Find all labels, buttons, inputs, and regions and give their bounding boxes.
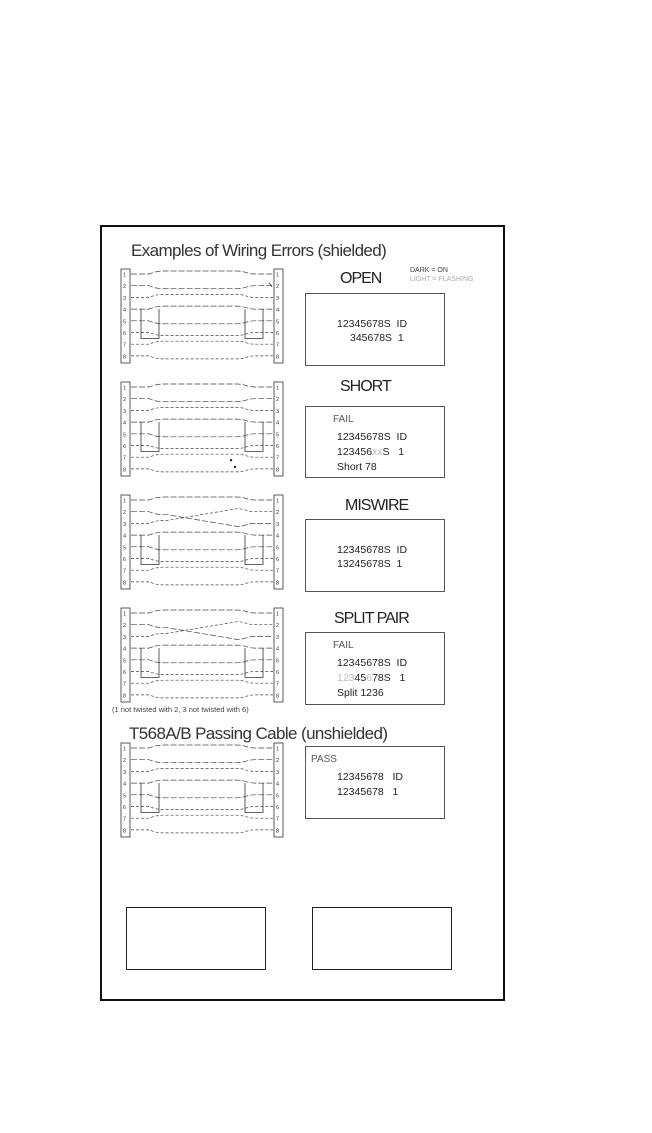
passing-tester-display	[305, 746, 445, 819]
open-remote-text: 345678S 1	[350, 332, 404, 344]
short-label: SHORT	[340, 378, 391, 395]
short-point	[230, 459, 232, 461]
pin-number: 6	[276, 331, 280, 337]
miswire-remote-text: 13245678S 1	[337, 558, 403, 570]
pin-number: 6	[123, 805, 127, 811]
wire	[131, 582, 273, 585]
short-remote-line	[337, 446, 404, 458]
pin-number: 3	[276, 521, 280, 528]
pin-number: 2	[123, 623, 127, 630]
pin-number: 7	[276, 681, 280, 688]
miswire-tester-display	[305, 519, 445, 592]
pin-number: 7	[123, 455, 127, 462]
wire	[131, 356, 273, 359]
pin-number: 8	[276, 580, 280, 587]
short-point	[234, 466, 236, 468]
pin-number: 4	[276, 781, 280, 788]
wire	[131, 509, 273, 524]
connector-left	[121, 743, 130, 837]
connector-left	[121, 608, 130, 702]
pin-number: 1	[276, 611, 280, 618]
wire	[131, 815, 273, 818]
wire	[131, 760, 273, 763]
split-pair-extra: Split 1236	[337, 687, 384, 699]
open-remote-line	[350, 332, 404, 344]
pin-number: 2	[276, 623, 280, 630]
short-remote-b: S 1	[382, 446, 405, 458]
wire	[131, 830, 273, 833]
legend	[410, 266, 473, 284]
pin-number: 7	[123, 568, 127, 575]
pin-number: 5	[123, 545, 127, 552]
pin-number: 6	[123, 331, 127, 337]
pin-number: 8	[123, 693, 127, 700]
shielded-title: Examples of Wiring Errors (shielded)	[131, 241, 387, 260]
connector-left	[121, 495, 130, 589]
wiring-diagram-split-pair	[119, 607, 285, 703]
short-remote-a: 123456	[337, 446, 373, 458]
pin-number: 8	[276, 828, 280, 835]
pin-number: 6	[123, 557, 127, 563]
pin-number: 7	[276, 342, 280, 349]
wire	[131, 780, 273, 783]
pin-number: 2	[123, 397, 127, 404]
unshielded-title: T568A/B Passing Cable (unshielded)	[129, 724, 388, 743]
wire	[131, 532, 273, 535]
pin-number: 1	[123, 611, 127, 618]
wire	[131, 294, 273, 297]
pin-number: 5	[123, 658, 127, 665]
pin-number: 7	[123, 816, 127, 823]
split-pair-tester-display	[305, 632, 445, 705]
shield-loop	[141, 535, 263, 564]
pin-number: 3	[276, 769, 280, 776]
pin-number: 1	[276, 272, 280, 279]
pin-number: 1	[123, 746, 127, 753]
pin-number: 8	[123, 580, 127, 587]
pin-number: 7	[123, 681, 127, 688]
connector-left	[121, 269, 130, 363]
open-break	[269, 283, 272, 287]
pin-number: 7	[276, 455, 280, 462]
shield-loop	[141, 648, 263, 677]
pin-number: 1	[123, 272, 127, 279]
pin-number: 4	[123, 533, 127, 540]
pin-number: 3	[123, 295, 127, 302]
wire	[131, 407, 273, 410]
pin-number: 2	[276, 397, 280, 404]
wire	[131, 795, 273, 798]
pin-number: 3	[123, 634, 127, 641]
pin-number: 6	[276, 557, 280, 563]
pin-number: 2	[123, 510, 127, 517]
wire	[131, 286, 273, 289]
wiring-diagram-open	[119, 268, 285, 364]
pin-number: 3	[276, 295, 280, 302]
pin-number: 8	[123, 828, 127, 835]
pin-number: 8	[276, 467, 280, 474]
short-extra: Short 78	[337, 461, 377, 473]
wire	[131, 434, 273, 437]
wire	[131, 512, 273, 527]
pin-number: 5	[123, 432, 127, 439]
connector-left	[121, 382, 130, 476]
wire	[131, 454, 273, 457]
pin-number: 3	[123, 521, 127, 528]
wire	[131, 645, 273, 648]
pin-number: 8	[276, 354, 280, 361]
pin-number: 2	[123, 284, 127, 291]
wire	[131, 660, 273, 663]
pin-number: 5	[276, 432, 280, 439]
short-id-line: 12345678S ID	[337, 431, 408, 443]
pin-number: 2	[276, 510, 280, 517]
wire	[131, 610, 273, 613]
wiring-diagram-miswire	[119, 494, 285, 590]
pin-number: 6	[276, 444, 280, 450]
passing-status: PASS	[311, 754, 337, 765]
pin-number: 7	[123, 342, 127, 349]
pin-number: 4	[123, 646, 127, 653]
miswire-remote-line	[337, 558, 402, 570]
miswire-id-line: 12345678S ID	[337, 544, 408, 556]
wire	[131, 559, 273, 562]
miswire-label: MISWIRE	[345, 497, 409, 514]
connector-right	[274, 743, 283, 837]
wire	[131, 321, 273, 324]
pin-number: 4	[276, 420, 280, 427]
wire	[131, 672, 273, 675]
wiring-diagram-passing	[119, 742, 285, 838]
pin-number: 4	[123, 307, 127, 314]
wire	[131, 625, 273, 640]
pin-number: 6	[123, 670, 127, 676]
pin-number: 1	[276, 385, 280, 392]
short-remote-flash: xx	[372, 446, 383, 458]
split-pair-id-line: 12345678S ID	[337, 657, 408, 669]
connector-right	[274, 495, 283, 589]
connector-right	[274, 608, 283, 702]
wire	[131, 567, 273, 570]
pin-number: 6	[276, 670, 280, 676]
blank-box-right	[312, 907, 452, 970]
connector-right	[274, 269, 283, 363]
pin-number: 2	[123, 758, 127, 765]
pin-number: 1	[276, 746, 280, 753]
connector-right	[274, 382, 283, 476]
split-pair-label: SPLIT PAIR	[334, 610, 409, 627]
shield-loop	[141, 422, 263, 451]
split-remote-a: 45	[354, 672, 367, 684]
pin-number: 2	[276, 758, 280, 765]
wire	[131, 384, 273, 387]
wire	[131, 745, 273, 748]
pin-number: 1	[276, 498, 280, 505]
wire	[131, 680, 273, 683]
pin-number: 5	[276, 793, 280, 800]
short-status: FAIL	[333, 414, 354, 425]
pin-number: 6	[276, 805, 280, 811]
wire	[131, 341, 273, 344]
pin-number: 5	[123, 319, 127, 326]
wire	[131, 333, 273, 336]
pin-number: 8	[123, 467, 127, 474]
pin-number: 4	[123, 420, 127, 427]
shield-loop	[141, 783, 263, 812]
wire	[131, 271, 273, 274]
pin-number: 4	[123, 781, 127, 788]
pin-number: 7	[276, 816, 280, 823]
pin-number: 5	[276, 658, 280, 665]
pin-number: 8	[123, 354, 127, 361]
wire	[131, 768, 273, 771]
passing-remote-line: 12345678 1	[337, 786, 399, 798]
blank-box-left	[126, 907, 266, 970]
pin-number: 5	[123, 793, 127, 800]
wire	[131, 419, 273, 422]
pin-number: 3	[123, 769, 127, 776]
pin-number: 3	[276, 634, 280, 641]
open-id-line: 12345678S ID	[337, 318, 408, 330]
open-tester-display	[305, 293, 445, 366]
pin-number: 7	[276, 568, 280, 575]
pin-number: 4	[276, 646, 280, 653]
legend-light: LIGHT = FLASHING	[410, 276, 474, 283]
wire	[131, 399, 273, 402]
split-remote-flash-a: 123	[337, 672, 355, 684]
split-remote-flash-b: 6	[366, 672, 373, 684]
open-label: OPEN	[340, 270, 382, 287]
short-tester-display	[305, 406, 445, 478]
passing-id-line: 12345678 ID	[337, 771, 403, 783]
pin-number: 4	[276, 533, 280, 540]
wire	[131, 306, 273, 309]
wire	[131, 497, 273, 500]
pin-number: 5	[276, 545, 280, 552]
pin-number: 4	[276, 307, 280, 314]
pin-number: 3	[123, 408, 127, 415]
pin-number: 1	[123, 498, 127, 505]
wire	[131, 446, 273, 449]
pin-number: 2	[276, 284, 280, 291]
pin-number: 6	[123, 444, 127, 450]
split-remote-b: 78S 1	[372, 672, 406, 684]
wiring-diagram-short	[119, 381, 285, 477]
wire	[131, 469, 273, 472]
wire	[131, 695, 273, 698]
wire	[131, 807, 273, 810]
split-pair-remote-line	[337, 672, 405, 684]
legend-dark: DARK = ON	[410, 267, 448, 274]
split-pair-status: FAIL	[333, 640, 354, 651]
split-pair-note: (1 not twisted with 2, 3 not twisted with 6)	[112, 705, 249, 714]
pin-number: 1	[123, 385, 127, 392]
wire	[131, 547, 273, 550]
shield-loop	[141, 309, 263, 338]
pin-number: 5	[276, 319, 280, 326]
wire	[131, 622, 273, 637]
pin-number: 3	[276, 408, 280, 415]
pin-number: 8	[276, 693, 280, 700]
